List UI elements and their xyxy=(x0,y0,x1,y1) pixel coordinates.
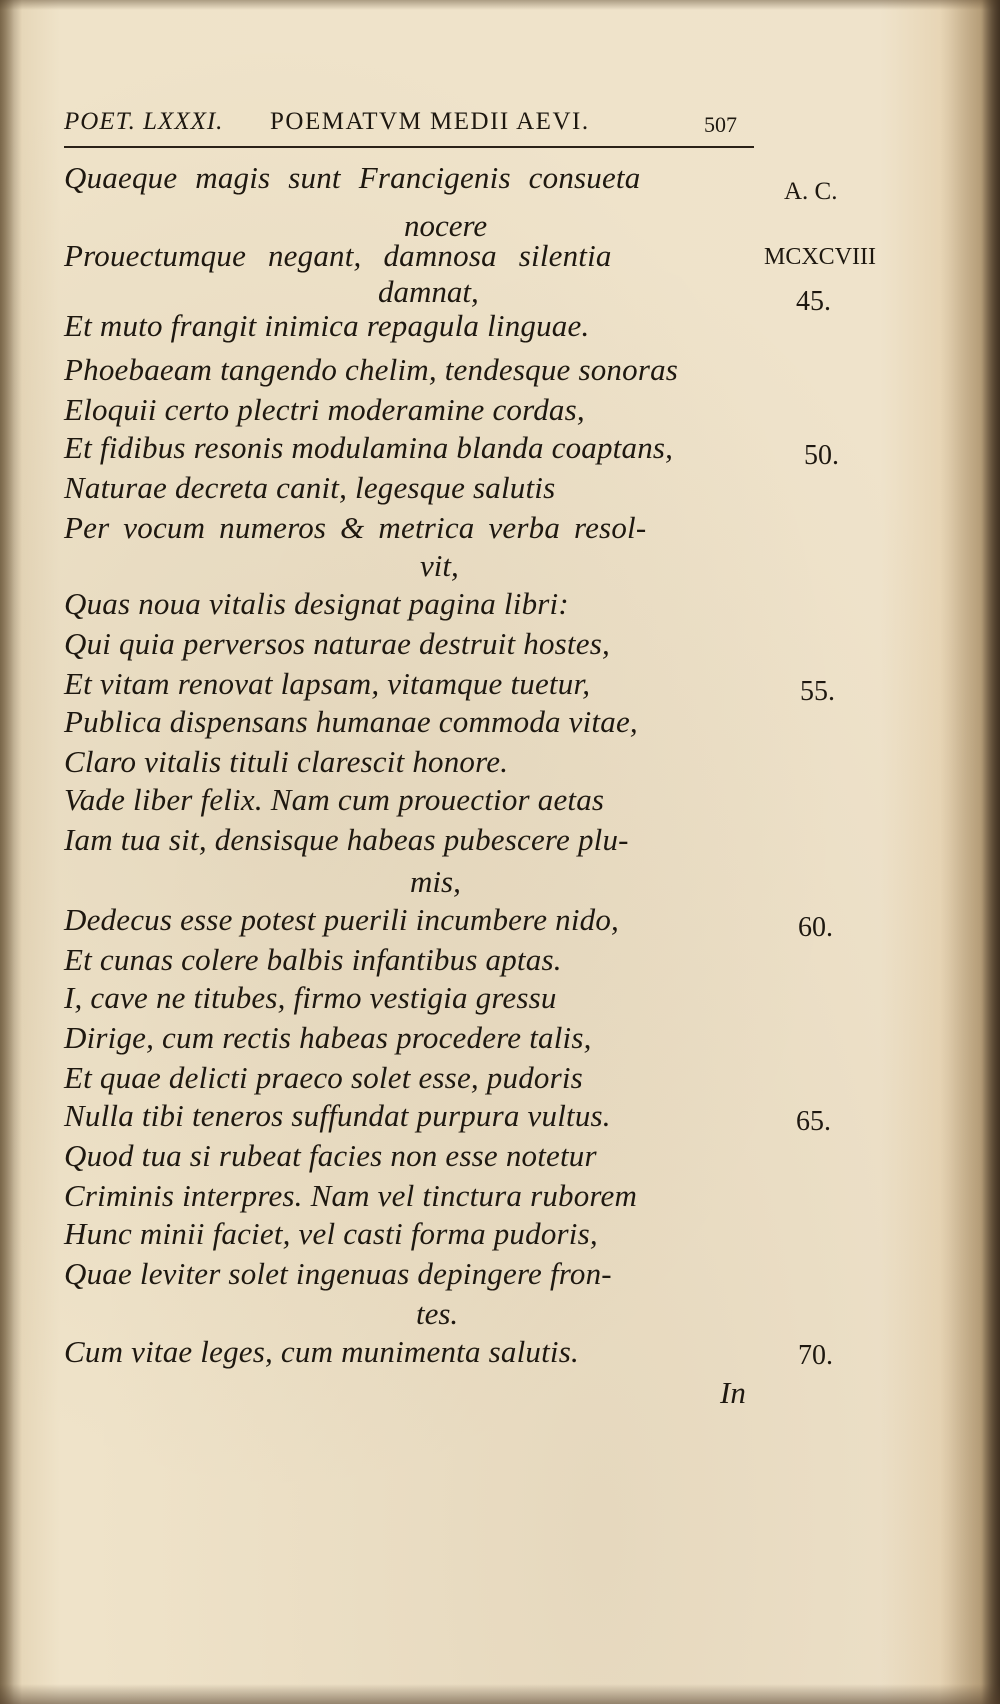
verse-turnover-15: mis, xyxy=(410,864,461,899)
verse-line-17: Et cunas colere balbis infantibus aptas. xyxy=(64,942,562,977)
verse-line-10: Qui quia perversos naturae destruit hostes, xyxy=(64,626,610,661)
verse-line-15: Iam tua sit, densisque habeas pubescere plu- xyxy=(64,822,629,857)
verse-line-1: Quaeque magis sunt Francigenis consueta xyxy=(64,160,641,195)
verse-line-14: Vade liber felix. Nam cum prouectior aetas xyxy=(64,782,605,817)
verse-line-13: Claro vitalis tituli clarescit honore. xyxy=(64,744,509,779)
margin-year: MCXCVIII xyxy=(764,244,876,270)
verse-line-18: I, cave ne titubes, firmo vestigia gressu xyxy=(64,980,557,1015)
line-number-70: 70. xyxy=(798,1340,833,1371)
verse-line-26: Cum vitae leges, cum munimenta salutis. xyxy=(64,1334,579,1369)
header-poem-number: POET. LXXXI. xyxy=(64,108,224,135)
verse-line-21: Nulla tibi teneros suffundat purpura vultus. xyxy=(64,1098,611,1133)
verse-line-4: Phoebaeam tangendo chelim, tendesque sonoras xyxy=(64,352,679,387)
verse-line-3: Et muto frangit inimica repagula linguae. xyxy=(64,308,590,343)
verse-turnover-8: vit, xyxy=(420,548,459,583)
header-title: POEMATVM MEDII AEVI. xyxy=(270,108,590,135)
page-bottom-shadow xyxy=(0,1684,1000,1704)
verse-line-8: Per vocum numeros & metrica verba resol- xyxy=(64,510,647,545)
verse-line-20: Et quae delicti praeco solet esse, pudoris xyxy=(64,1060,583,1095)
verse-turnover-1: nocere xyxy=(404,208,488,243)
verse-line-9: Quas noua vitalis designat pagina libri: xyxy=(64,586,569,621)
catchword: In xyxy=(720,1375,746,1410)
page-edge-shadow xyxy=(940,0,1000,1704)
verse-turnover-25: tes. xyxy=(416,1296,459,1331)
page-gutter-shadow xyxy=(0,0,22,1704)
verse-line-6: Et fidibus resonis modulamina blanda coaptans, xyxy=(64,430,674,465)
line-number-60: 60. xyxy=(798,912,833,943)
verse-turnover-2: damnat, xyxy=(378,274,479,309)
verse-line-16: Dedecus esse potest puerili incumbere nido, xyxy=(64,902,619,937)
running-header xyxy=(64,108,764,148)
verse-line-23: Criminis interpres. Nam vel tinctura ruborem xyxy=(64,1178,638,1213)
line-number-50: 50. xyxy=(804,440,839,471)
page-top-shadow xyxy=(0,0,1000,10)
verse-line-24: Hunc minii faciet, vel casti forma pudoris, xyxy=(64,1216,598,1251)
line-number-55: 55. xyxy=(800,676,835,707)
verse-line-25: Quae leviter solet ingenuas depingere fron- xyxy=(64,1256,612,1291)
verse-line-5: Eloquii certo plectri moderamine cordas, xyxy=(64,392,585,427)
header-rule xyxy=(64,146,754,148)
verse-line-2: Prouectumque negant, damnosa silentia xyxy=(64,238,612,273)
verse-line-7: Naturae decreta canit, legesque salutis xyxy=(64,470,556,505)
margin-era: A. C. xyxy=(784,178,838,205)
page-number: 507 xyxy=(704,112,737,137)
verse-line-19: Dirige, cum rectis habeas procedere talis, xyxy=(64,1020,592,1055)
line-number-65: 65. xyxy=(796,1106,831,1137)
verse-line-12: Publica dispensans humanae commoda vitae, xyxy=(64,704,638,739)
verse-line-11: Et vitam renovat lapsam, vitamque tuetur, xyxy=(64,666,591,701)
verse-line-22: Quod tua si rubeat facies non esse notetur xyxy=(64,1138,597,1173)
line-number-45: 45. xyxy=(796,286,831,317)
